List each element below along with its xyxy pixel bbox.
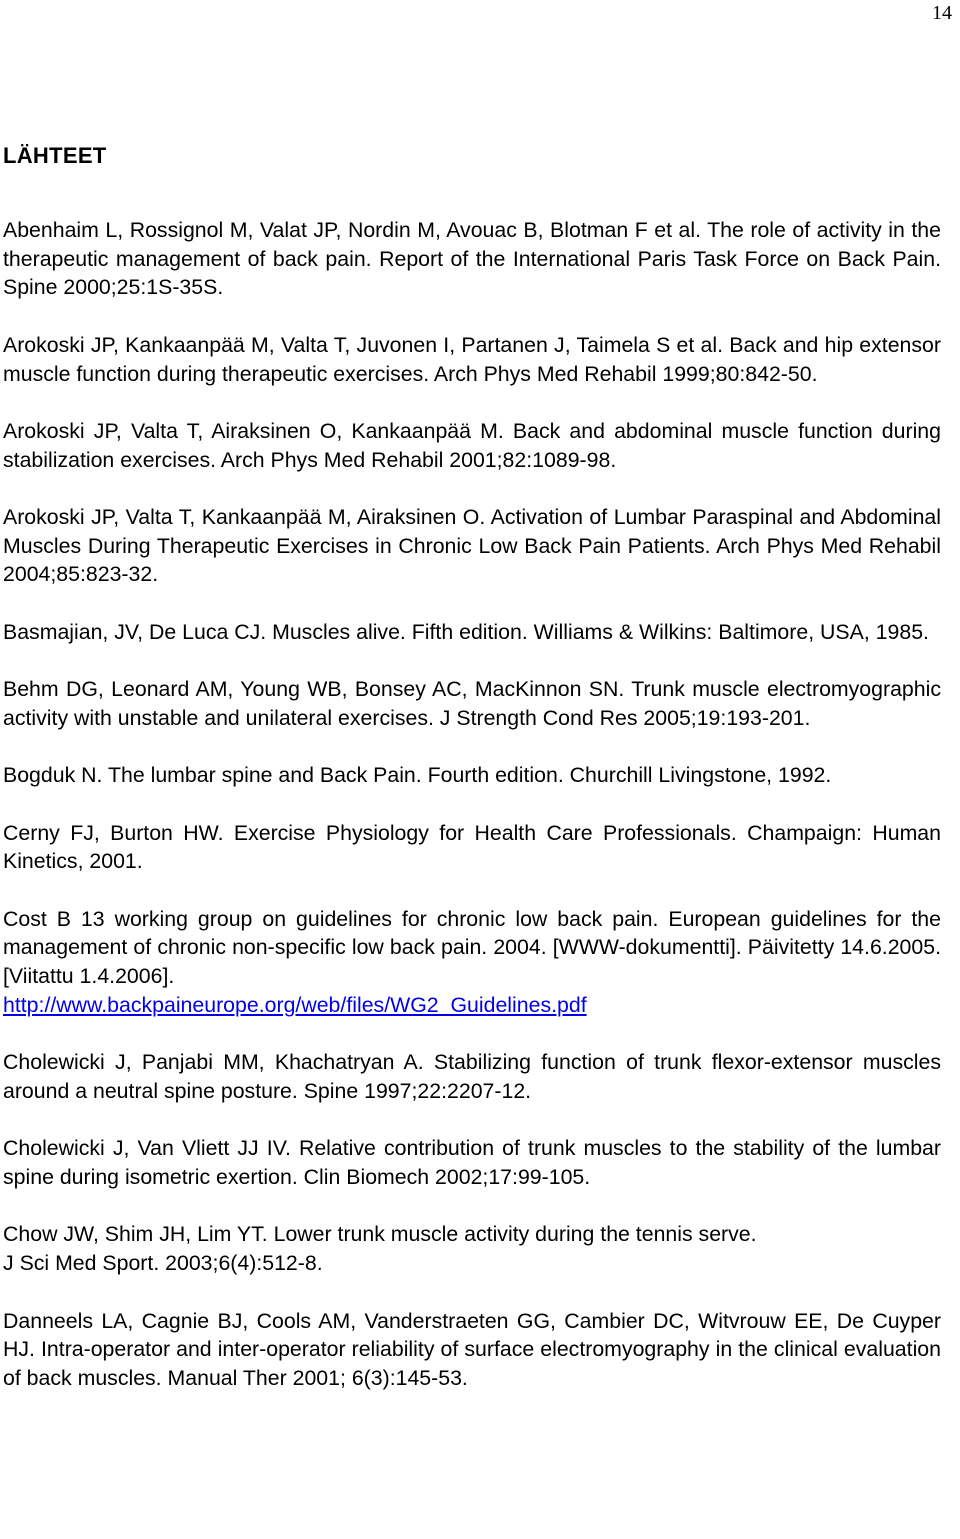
reference-text: Behm DG, Leonard AM, Young WB, Bonsey AC, MacKinnon SN. Trunk muscle electromyographic activity with unstable and unilateral exercises. J Strength Cond Res 2005;19:193-201. [3, 677, 941, 730]
reference-text: Cholewicki J, Van Vliett JJ IV. Relative contribution of trunk muscles to the stability of the lumbar spine during isometric exertion. Clin Biomech 2002;17:99-105. [3, 1136, 941, 1190]
reference-item [3, 1048, 941, 1105]
reference-item [3, 761, 941, 790]
reference-item [3, 905, 941, 1020]
page-heading: LÄHTEET [3, 143, 107, 168]
reference-text: Cholewicki J, Panjabi MM, Khachatryan A. Stabilizing function of trunk flexor-extensor muscles around a neutral spine posture. Spine 1997;22:2207-12. [3, 1050, 941, 1103]
reference-item [3, 503, 941, 589]
reference-item [3, 331, 941, 388]
reference-text: Cost B 13 working group on guidelines for chronic low back pain. European guidelines for the management of chronic non-specific low back pain. 2004. [WWW-dokumentti]. Päivitetty 14.6.2005. [Viitattu 1.4.2006]. [3, 906, 941, 989]
reference-text: Bogduk N. The lumbar spine and Back Pain. Fourth edition. Churchill Livingstone, 1992. [3, 763, 832, 788]
reference-text: Chow JW, Shim JH, Lim YT. Lower trunk muscle activity during the tennis serve. [3, 1222, 757, 1247]
reference-text: Cerny FJ, Burton HW. Exercise Physiology for Health Care Professionals. Champaign: Human Kinetics, 2001. [3, 820, 941, 874]
reference-item [3, 216, 941, 302]
reference-text: Danneels LA, Cagnie BJ, Cools AM, Vanderstraeten GG, Cambier DC, Witvrouw EE, De Cuyper HJ. Intra-operator and inter-operator reliability of surface electromyography in the clinical evaluation of back muscles. Manual Ther 2001; 6(3):145-53. [3, 1308, 941, 1390]
page-number: 14 [932, 2, 952, 24]
reference-text: Arokoski JP, Valta T, Airaksinen O, Kankaanpää M. Back and abdominal muscle function during stabilization exercises. Arch Phys Med Rehabil 2001;82:1089-98. [3, 418, 941, 472]
reference-item [3, 618, 941, 647]
reference-list [3, 216, 941, 1393]
reference-item [3, 1220, 941, 1277]
reference-text: Arokoski JP, Kankaanpää M, Valta T, Juvonen I, Partanen J, Taimela S et al. Back and hip extensor muscle function during therapeutic exercises. Arch Phys Med Rehabil 1999;80:842-50. [3, 332, 941, 386]
reference-text: Arokoski JP, Valta T, Kankaanpää M, Airaksinen O. Activation of Lumbar Paraspinal and Abdominal Muscles During Therapeutic Exercises in Chronic Low Back Pain Patients. Arch Phys Med Rehabil 2004;85:823-32. [3, 504, 941, 587]
reference-item [3, 1134, 941, 1191]
reference-text-continued: J Sci Med Sport. 2003;6(4):512-8. [3, 1251, 323, 1276]
guidelines-pdf-link[interactable]: http://www.backpaineurope.org/web/files/WG2_Guidelines.pdf [3, 992, 587, 1017]
reference-item [3, 417, 941, 474]
reference-item [3, 1307, 941, 1393]
reference-text: Abenhaim L, Rossignol M, Valat JP, Nordin M, Avouac B, Blotman F et al. The role of activity in the therapeutic management of back pain. Report of the International Paris Task Force on Back Pain. Spine 2000;25:1S-35S. [3, 218, 941, 300]
reference-item [3, 675, 941, 732]
reference-item [3, 819, 941, 876]
reference-text: Basmajian, JV, De Luca CJ. Muscles alive. Fifth edition. Williams & Wilkins: Baltimore, USA, 1985. [3, 619, 929, 644]
